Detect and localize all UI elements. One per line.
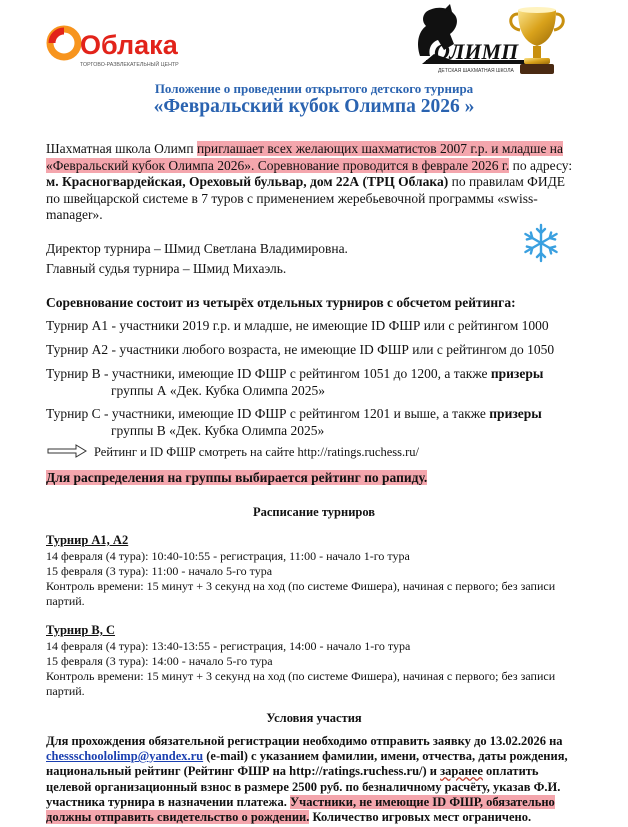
schedule-group-b-time-control: Контроль времени: 15 минут + 3 секунд на ход (по системе Фишера), начиная с первого; без записи партий. bbox=[46, 669, 556, 698]
rating-site-note: Рейтинг и ID ФШР смотреть на сайте http://ratings.ruchess.ru/ bbox=[94, 445, 419, 459]
competition-heading: Соревнование состоит из четырёх отдельных турниров с обсчетом рейтинга: bbox=[46, 295, 516, 310]
snowflake-icon bbox=[520, 222, 562, 264]
group-assignment-note bbox=[46, 470, 427, 487]
oblaka-logo-subtitle: ТОРГОВО-РАЗВЛЕКАТЕЛЬНЫЙ ЦЕНТР bbox=[80, 62, 179, 68]
venue-address: м. Красногвардейская, Ореховый бульвар, дом 22А (ТРЦ Облака) bbox=[46, 174, 449, 189]
document-subtitle: Положение о проведении открытого детского турнира bbox=[154, 81, 474, 96]
conditions-text-4: Количество игровых мест ограничено. bbox=[309, 810, 532, 825]
oblaka-logo-mark bbox=[46, 24, 196, 70]
tournament-b bbox=[46, 366, 543, 383]
registration-email-link[interactable]: chessschoololimp@yandex.ru bbox=[46, 749, 204, 764]
tournament-c bbox=[46, 406, 542, 423]
intro-paragraph bbox=[46, 141, 581, 224]
tournament-c-prizewinners: призеры bbox=[489, 406, 542, 421]
intro-text-2: по адресу: bbox=[509, 157, 573, 173]
tournament-b-text: Турнир В - участники, имеющие ID ФШР с рейтингом 1051 до 1200, а также bbox=[46, 366, 491, 381]
intro-text-3: по правилам ФИДЕ по швейцарской системе в 7 туров с применением жеребьевочной программы «swiss-manager». bbox=[46, 174, 566, 222]
document-title: «Февральский кубок Олимпа 2026 » bbox=[153, 96, 475, 117]
conditions-heading: Условия участия bbox=[266, 711, 362, 725]
oblaka-logo-text: Облака bbox=[80, 30, 178, 60]
schedule-group-b-day2: 15 февраля (3 тура): 14:00 - начало 5-го тура bbox=[46, 654, 273, 668]
conditions-text-1: Для прохождения обязательной регистрации необходимо отправить заявку до 13.02.2026 на bbox=[46, 734, 563, 748]
trophy-icon bbox=[506, 4, 568, 78]
schedule-group-a-day2: 15 февраля (3 тура): 11:00 - начало 5-го тура bbox=[46, 564, 273, 578]
tournament-c-continuation: группы В «Дек. Кубка Олимпа 2025» bbox=[111, 423, 325, 438]
schedule-group-a-time-control: Контроль времени: 15 минут + 3 секунд на ход (по системе Фишера), начиная с первого; без записи партий. bbox=[46, 579, 556, 608]
oblaka-logo bbox=[46, 24, 196, 70]
conditions-text-2: (e-mail) с указанием фамилии, имени, отчества, даты рождения, национальный рейтинг (Рейтинг ФШР на http://ratings.ruchess.ru/) и bbox=[46, 749, 568, 779]
olimp-logo-subtitle: ДЕТСКАЯ ШАХМАТНАЯ ШКОЛА bbox=[438, 68, 514, 74]
schedule-group-a-day1: 14 февраля (4 тура): 10:40-10:55 - регистрация, 11:00 - начало 1-го тура bbox=[46, 549, 410, 563]
arrow-right-icon bbox=[46, 444, 88, 458]
tournament-a2: Турнир А2 - участники любого возраста, не имеющие ID ФШР или с рейтингом до 1050 bbox=[46, 342, 555, 357]
birth-certificate-highlight: Участники, не имеющие ID ФШР, обязательно должны отправить свидетельство о рождении. bbox=[46, 794, 555, 825]
intro-highlight: приглашает всех желающих шахматистов 2007 г.р. и младше на «Февральский кубок Олимпа 2026». Соревнование проводится в феврале 2026 г. bbox=[46, 141, 564, 173]
olimp-logo-text: ОЛИМП bbox=[434, 39, 519, 64]
tournament-b-prizewinners: призеры bbox=[490, 366, 544, 381]
schedule-heading: Расписание турниров bbox=[252, 505, 376, 519]
intro-text-1: Шахматная школа Олимп bbox=[46, 141, 197, 156]
schedule-group-b-day1: 14 февраля (4 тура): 13:40-13:55 - регистрация, 14:00 - начало 1-го тура bbox=[46, 639, 411, 653]
schedule-group-a-title: Турнир А1, А2 bbox=[46, 533, 129, 547]
conditions-text-3: оплатить целевой организационный взнос в размере 2500 руб. по безналичному расчёту, указав Ф.И. участника турнира в назначении платежа. bbox=[46, 764, 561, 809]
tournament-b-continuation: группы А «Дек. Кубка Олимпа 2025» bbox=[111, 383, 326, 398]
schedule-group-b-title: Турнир В, С bbox=[46, 623, 116, 637]
conditions-advance-word: заранее bbox=[440, 764, 483, 779]
chief-judge: Главный судья турнира – Шмид Михаэль. bbox=[46, 261, 287, 276]
conditions-paragraph bbox=[46, 734, 581, 825]
group-assignment-highlight: Для распределения на группы выбирается рейтинг по рапиду. bbox=[46, 470, 428, 485]
tournament-c-text: Турнир С - участники, имеющие ID ФШР с рейтингом 1201 и выше, а также bbox=[46, 406, 490, 421]
tournament-director: Директор турнира – Шмид Светлана Владимировна. bbox=[46, 241, 348, 256]
tournament-a1: Турнир А1 - участники 2019 г.р. и младше, не имеющие ID ФШР или с рейтингом 1000 bbox=[46, 318, 549, 333]
